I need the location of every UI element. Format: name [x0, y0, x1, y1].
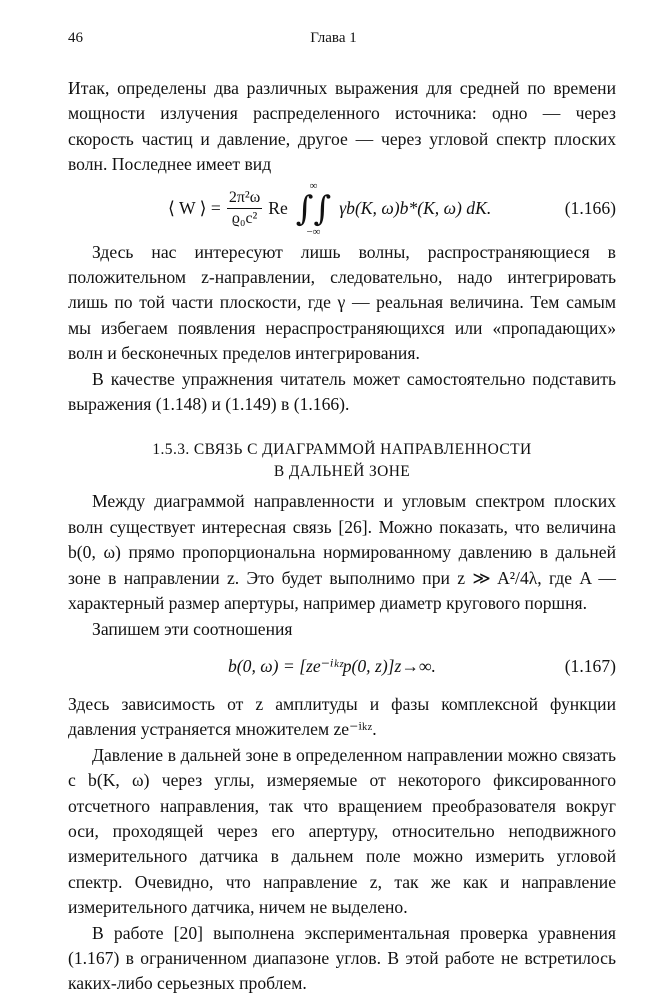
paragraph-1: Итак, определены два различных выражения для средней по времени мощности излучения распределенного источника: одно — через скорость частиц и давление, другое — через угловой спектр плоских волн. Последнее имеет вид [68, 78, 616, 175]
paragraph-4: Между диаграммой направленности и угловым спектром плоских волн существует интересная связь [26]. Можно показать, что величина b(0, ω) прямо пропорциональна нормированному давлению в дальней зоне в направлении z. Это будет выполнимо при z ≫ A²/4λ, где A — характерный размер апертуры, например диаметр кругового поршня. [68, 491, 616, 614]
integral-upper-limit: ∞ [309, 179, 318, 192]
equation-integrand: γb(K, ω)b*(K, ω) dK. [339, 198, 492, 219]
real-part-operator: Re [268, 198, 288, 219]
page-content [68, 76, 616, 997]
fraction-numerator: 2π²ω [227, 188, 262, 209]
equation-expression: b(0, ω) = [ze⁻ⁱᵏᶻp(0, z)]z→∞. [228, 656, 436, 677]
paragraph-2: Здесь нас интересуют лишь волны, распространяющиеся в положительном z-направлении, следовательно, надо интегрировать лишь по той части плоскости, где γ — реальная величина. Тем самым мы избегаем появления нераспространяющихся или «пропадающих» волн и бесконечных пределов интегрирования. [68, 241, 616, 364]
equation-1-166 [68, 178, 616, 240]
equation-body [168, 178, 491, 240]
paragraph-7: Давление в дальней зоне в определенном направлении можно связать с b(K, ω) через углы, измеряемые от некоторого фиксированного отсчетного направления, так что вращением преобразователя вокруг оси, проходящей через его апертуру, относительно неподвижного измерительного датчика в дальнем поле можно измерить угловой спектр. Очевидно, что направление z, так же как и направление измерительного датчика, ничем не выделено. [68, 744, 616, 918]
fraction-denominator: ϱ₀c² [231, 210, 258, 228]
integral-lower-limit: −∞ [306, 225, 321, 238]
equation-1-167 [68, 642, 616, 692]
equation-lhs: ⟨ W ⟩ = [168, 198, 221, 219]
equation-number: (1.166) [564, 198, 616, 219]
integral-sign-icon: ∫∫ [295, 188, 332, 229]
page-header [68, 30, 599, 54]
double-integral [296, 180, 331, 238]
section-title-line-2: В ДАЛЬНЕЙ ЗОНЕ [273, 463, 411, 481]
section-title [68, 439, 616, 483]
paragraph-8: В работе [20] выполнена экспериментальная проверка уравнения (1.167) в ограниченном диапазоне углов. В этой работе не встретилось каких-либо серьезных проблем. [68, 922, 616, 994]
section-title-line-1: 1.5.3. СВЯЗЬ С ДИАГРАММОЙ НАПРАВЛЕННОСТИ [152, 441, 532, 459]
equation-number: (1.167) [564, 656, 616, 677]
page-number: 46 [68, 30, 83, 46]
running-title: Глава 1 [310, 30, 357, 46]
equation-fraction [227, 188, 262, 229]
paragraph-6: Здесь зависимость от z амплитуды и фазы комплексной функции давления устраняется множителем ze⁻ⁱᵏᶻ. [68, 693, 616, 740]
paragraph-3: В качестве упражнения читатель может самостоятельно подставить выражения (1.148) и (1.149) в (1.166). [68, 368, 616, 415]
paragraph-5: Запишем эти соотношения [92, 618, 293, 639]
